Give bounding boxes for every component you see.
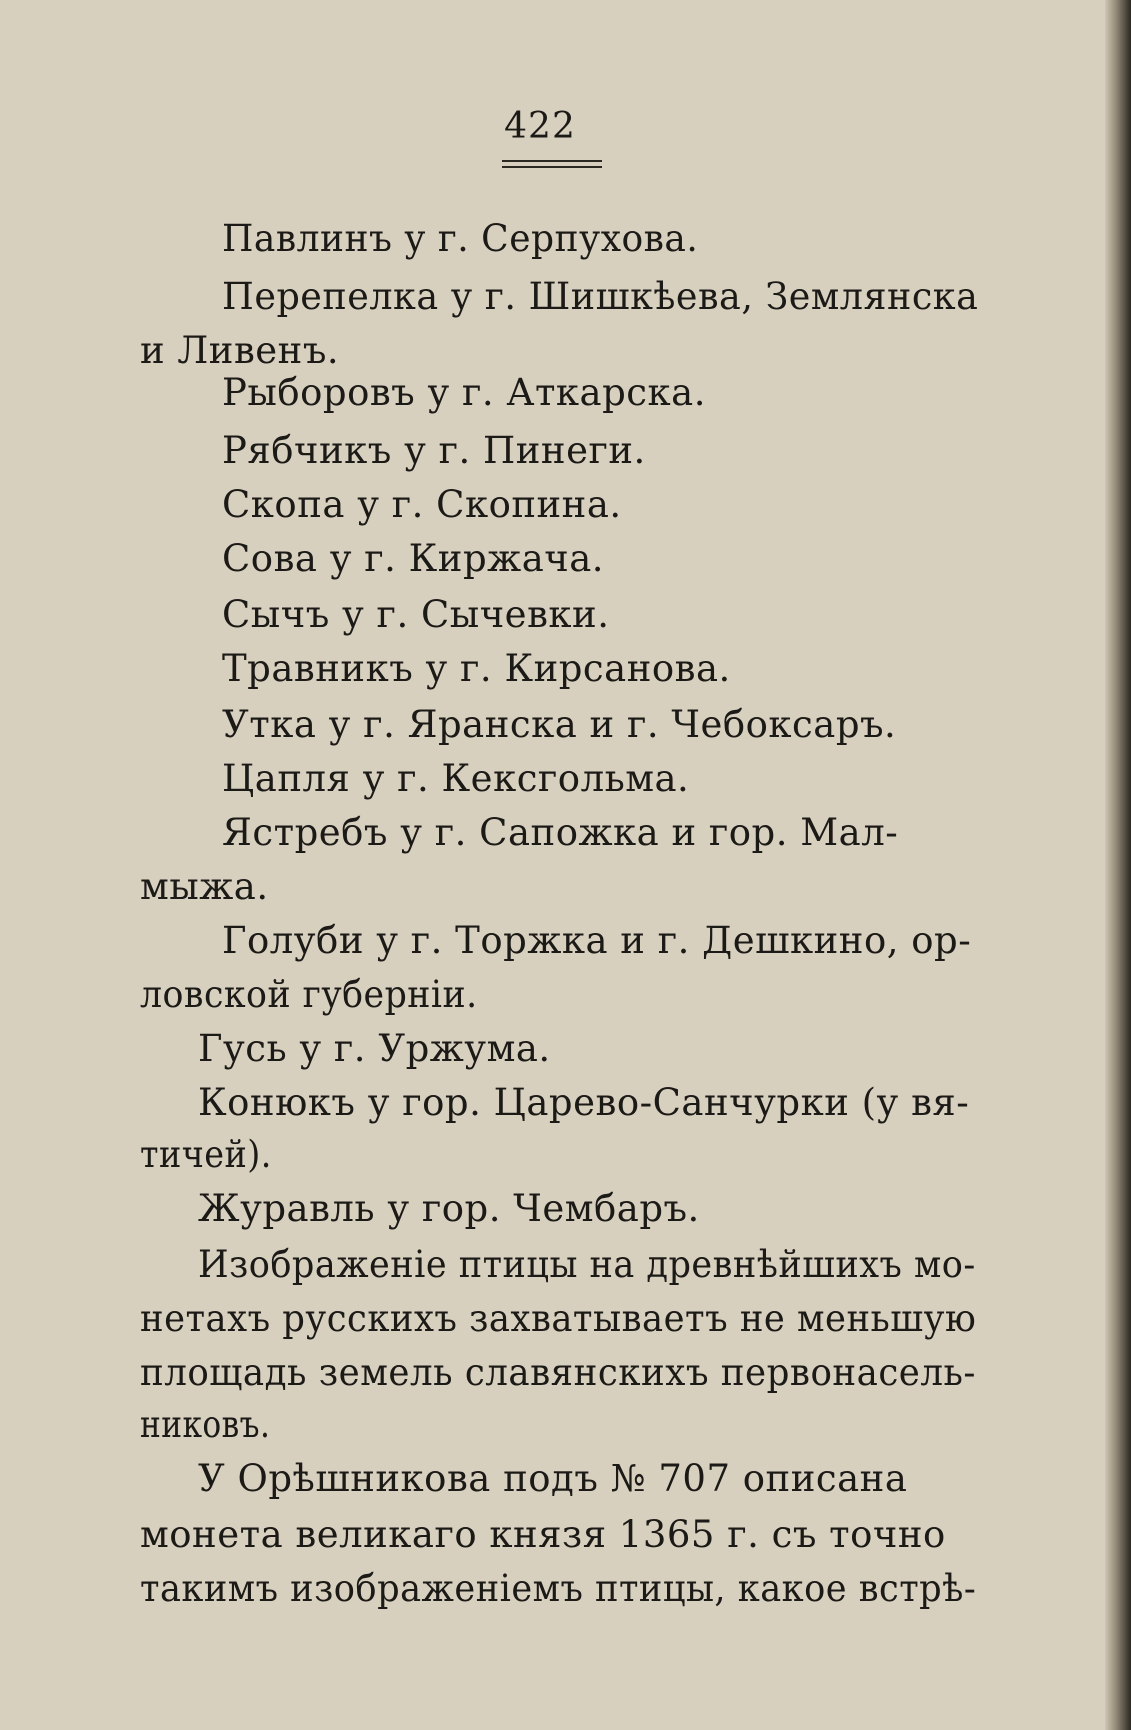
text-line: У Орѣшникова подъ № 707 описана xyxy=(198,1457,908,1500)
text-line: Скопа у г. Скопина. xyxy=(222,483,622,526)
text-line: Сова у г. Киржача. xyxy=(222,537,605,580)
text-line: Перепелка у г. Шишкѣева, Землянска xyxy=(222,275,979,318)
text-line: Рыборовъ у г. Аткарска. xyxy=(222,371,706,414)
text-line: Сычъ у г. Сычевки. xyxy=(222,593,610,636)
page-number-rule-top xyxy=(502,160,602,162)
text-line: Рябчикъ у г. Пинеги. xyxy=(222,429,646,472)
text-line: Голуби у г. Торжка и г. Дешкино, ор- xyxy=(222,919,972,962)
text-line: ловской губерніи. xyxy=(140,973,478,1016)
text-line: Утка у г. Яранска и г. Чебоксаръ. xyxy=(222,703,897,746)
text-line: Павлинъ у г. Серпухова. xyxy=(222,217,699,260)
text-line: такимъ изображеніемъ птицы, какое встрѣ- xyxy=(140,1567,977,1610)
text-line: площадь земель славянскихъ первонасель- xyxy=(140,1351,976,1394)
text-line: Журавль у гор. Чембаръ. xyxy=(198,1187,700,1230)
text-line: мыжа. xyxy=(140,865,269,908)
text-line: Изображеніе птицы на древнѣйшихъ мо- xyxy=(198,1243,976,1286)
page-number-rule-bottom xyxy=(502,166,602,168)
text-line: нетахъ русскихъ захватываетъ не меньшую xyxy=(140,1297,977,1340)
text-line: монета великаго князя 1365 г. съ точно xyxy=(140,1513,946,1556)
text-line: Гусь у г. Уржума. xyxy=(198,1027,551,1070)
text-line: и Ливенъ. xyxy=(140,329,340,372)
text-line: Конюкъ у гор. Царево-Санчурки (у вя- xyxy=(198,1081,970,1124)
text-line: Травникъ у г. Кирсанова. xyxy=(222,647,731,690)
text-line: тичей). xyxy=(140,1133,272,1176)
text-line: Цапля у г. Кексгольма. xyxy=(222,757,690,800)
page-edge-shadow xyxy=(1105,0,1131,1730)
text-line: Ястребъ у г. Сапожка и гор. Мал- xyxy=(222,811,899,854)
text-line: никовъ. xyxy=(140,1403,271,1446)
page-number: 422 xyxy=(504,106,576,147)
